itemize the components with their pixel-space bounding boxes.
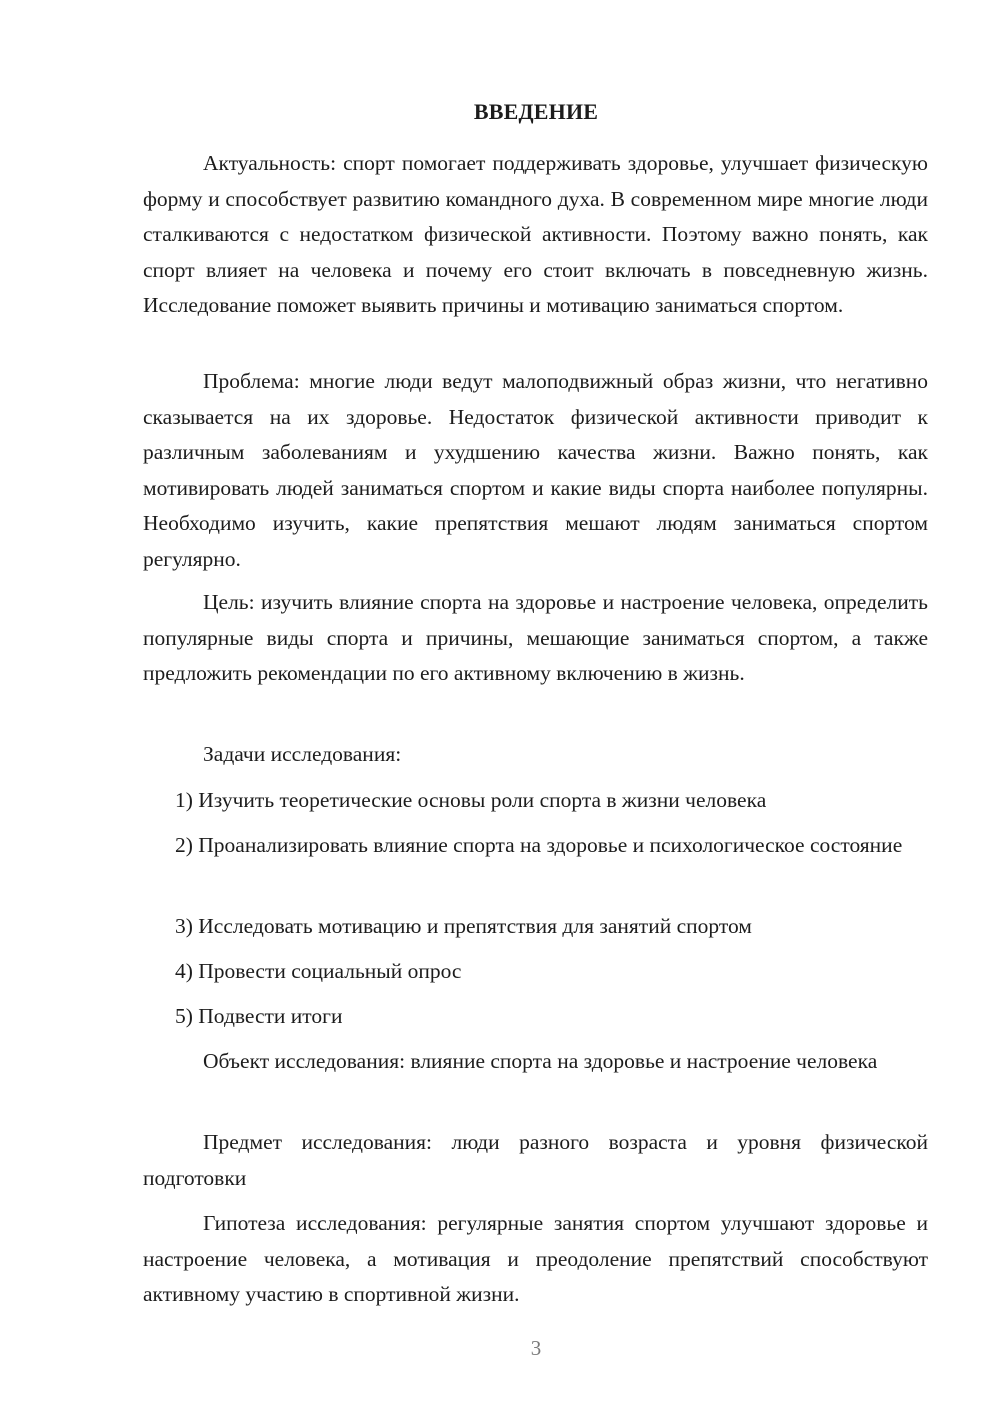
page-title: ВВЕДЕНИЕ: [473, 99, 599, 124]
relevance-paragraph: Актуальность: спорт помогает поддерживать здоровье, улучшает физическую форму и способствует развитию командного духа. В современном мире многие люди сталкиваются с недостатком физической активности. Поэтому важно понять, как спорт влияет на человека и почему его стоит включать в повседневную жизнь. Исследование поможет выявить причины и мотивацию заниматься спортом.: [143, 151, 928, 317]
task-item-2: 2) Проанализировать влияние спорта на здоровье и психологическое состояние: [175, 833, 903, 857]
goal-paragraph: Цель: изучить влияние спорта на здоровье и настроение человека, определить популярные виды спорта и причины, мешающие заниматься спортом, а также предложить рекомендации по его активному включению в жизнь.: [143, 590, 928, 685]
object-paragraph: Объект исследования: влияние спорта на здоровье и настроение человека: [203, 1049, 878, 1073]
problem-paragraph: Проблема: многие люди ведут малоподвижный образ жизни, что негативно сказывается на их здоровье. Недостаток физической активности приводит к различным заболеваниям и ухудшению качества жизни. Важно понять, как мотивировать людей заниматься спортом и какие виды спорта наиболее популярны. Необходимо изучить, какие препятствия мешают людям заниматься спортом регулярно.: [143, 369, 928, 571]
tasks-heading: Задачи исследования:: [203, 742, 402, 766]
task-item-3: 3) Исследовать мотивацию и препятствия для занятий спортом: [175, 914, 752, 938]
task-item-1: 1) Изучить теоретические основы роли спорта в жизни человека: [175, 788, 767, 812]
hypothesis-paragraph: Гипотеза исследования: регулярные занятия спортом улучшают здоровье и настроение человека, а мотивация и преодоление препятствий способствуют активному участию в спортивной жизни.: [143, 1211, 928, 1306]
task-item-5: 5) Подвести итоги: [175, 1004, 343, 1028]
task-item-4: 4) Провести социальный опрос: [175, 959, 462, 983]
page-number: 3: [530, 1336, 542, 1360]
subject-paragraph: Предмет исследования: люди разного возраста и уровня физической подготовки: [143, 1130, 928, 1190]
